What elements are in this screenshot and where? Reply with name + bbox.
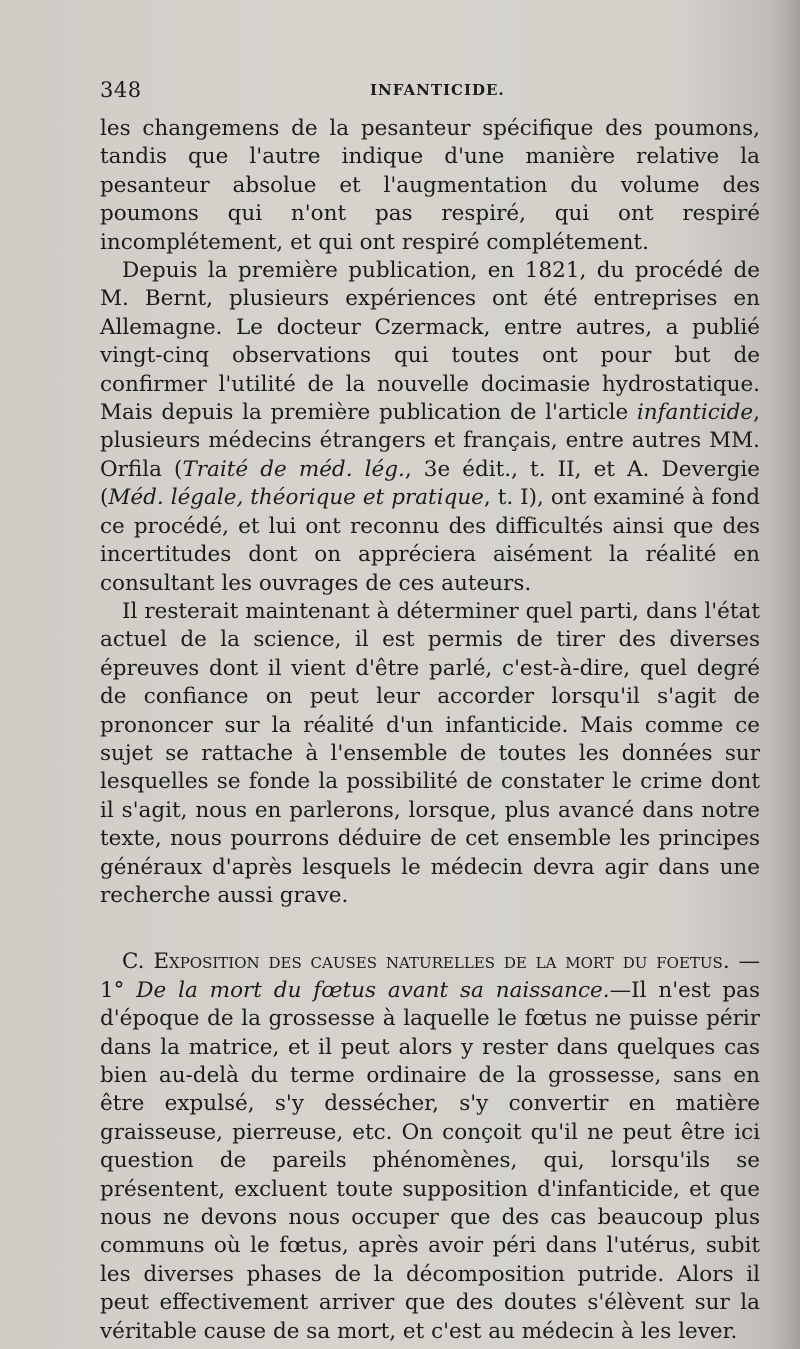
page-header	[100, 78, 760, 108]
subsection-heading: De la mort du fœtus avant sa naissance.	[136, 977, 610, 1003]
section-heading: C. Exposition des causes naturelles de la mort du foetus.	[122, 949, 730, 975]
paragraph-text: , 3e édit., t. II, et A. Devergie (	[100, 456, 760, 511]
running-head: INFANTICIDE.	[370, 81, 505, 99]
section-paragraph-fetal-death	[100, 948, 760, 1346]
paragraph-text: Depuis la première publication, en 1821, du procédé de M. Bernt, plusieurs expériences ont été entreprises en Allemagne. Le docteur Czermack, entre autres, a publié vingt-cinq observations qui toutes ont pour but de confirmer l'utilité de la nouvelle docimasie hydrostatique. Mais depuis la première publication de l'article	[100, 258, 760, 426]
paragraph-continuation: les changemens de la pesanteur spécifique des poumons, tandis que l'autre indique d'une manière relative la pesanteur absolue et l'augmentation du volume des poumons qui n'ont pas respiré, qui ont respiré incomplétement, et qui ont respiré complétement.	[100, 116, 760, 255]
paragraph-text: , plusieurs médecins étrangers et français, entre autres MM. Orfila (	[100, 400, 760, 482]
paragraph-bernt-procedure	[100, 257, 760, 598]
citation-title: Traité de méd. lég.	[182, 456, 405, 482]
paragraph-text: , t. I), ont examiné à fond ce procédé, et lui ont reconnu des difficultés ainsi que des incertitudes dont on appréciera aisément la réalité en consultant les ouvrages de ces auteurs.	[100, 485, 760, 596]
paragraph-text: —Il n'est pas d'époque de la grossesse à laquelle le fœtus ne puisse périr dans la matrice, et il peut alors y rester dans quelques cas bien au-delà du terme ordinaire de la grossesse, sans en être expulsé, s'y dessécher, s'y convertir en matière graisseuse, pierreuse, etc. On conçoit qu'il ne peut être ici question de pareils phénomènes, qui, lorsqu'ils se présentent, excluent toute supposition d'infanticide, et que nous ne devons nous occuper que des cas beaucoup plus communs où le fœtus, après avoir péri dans l'utérus, subit les diverses phases de la décomposition putride. Alors il peut effectivement arriver que des doutes s'élèvent sur la véritable cause de sa mort, et c'est au médecin à les lever.	[100, 977, 760, 1344]
page-number: 348	[100, 78, 142, 102]
citation-title: Méd. légale, théorique et pratique	[108, 485, 484, 511]
article-title: infanticide	[636, 400, 754, 426]
heading-dash: — 1°	[100, 949, 760, 1003]
paragraph-conclusion: Il resterait maintenant à déterminer quel parti, dans l'état actuel de la science, il est permis de tirer des diverses épreuves dont il vient d'être parlé, c'est-à-dire, quel degré de confiance on peut leur accorder lorsqu'il s'agit de prononcer sur la réalité d'un infanticide. Mais comme ce sujet se rattache à l'ensemble de toutes les données sur lesquelles se fonde la possibilité de constater le crime dont il s'agit, nous en parlerons, lorsque, plus avancé dans notre texte, nous pourrons déduire de cet ensemble les principes généraux d'après lesquels le médecin devra agir dans une recherche aussi grave.	[100, 598, 760, 908]
page-body	[100, 115, 760, 1346]
